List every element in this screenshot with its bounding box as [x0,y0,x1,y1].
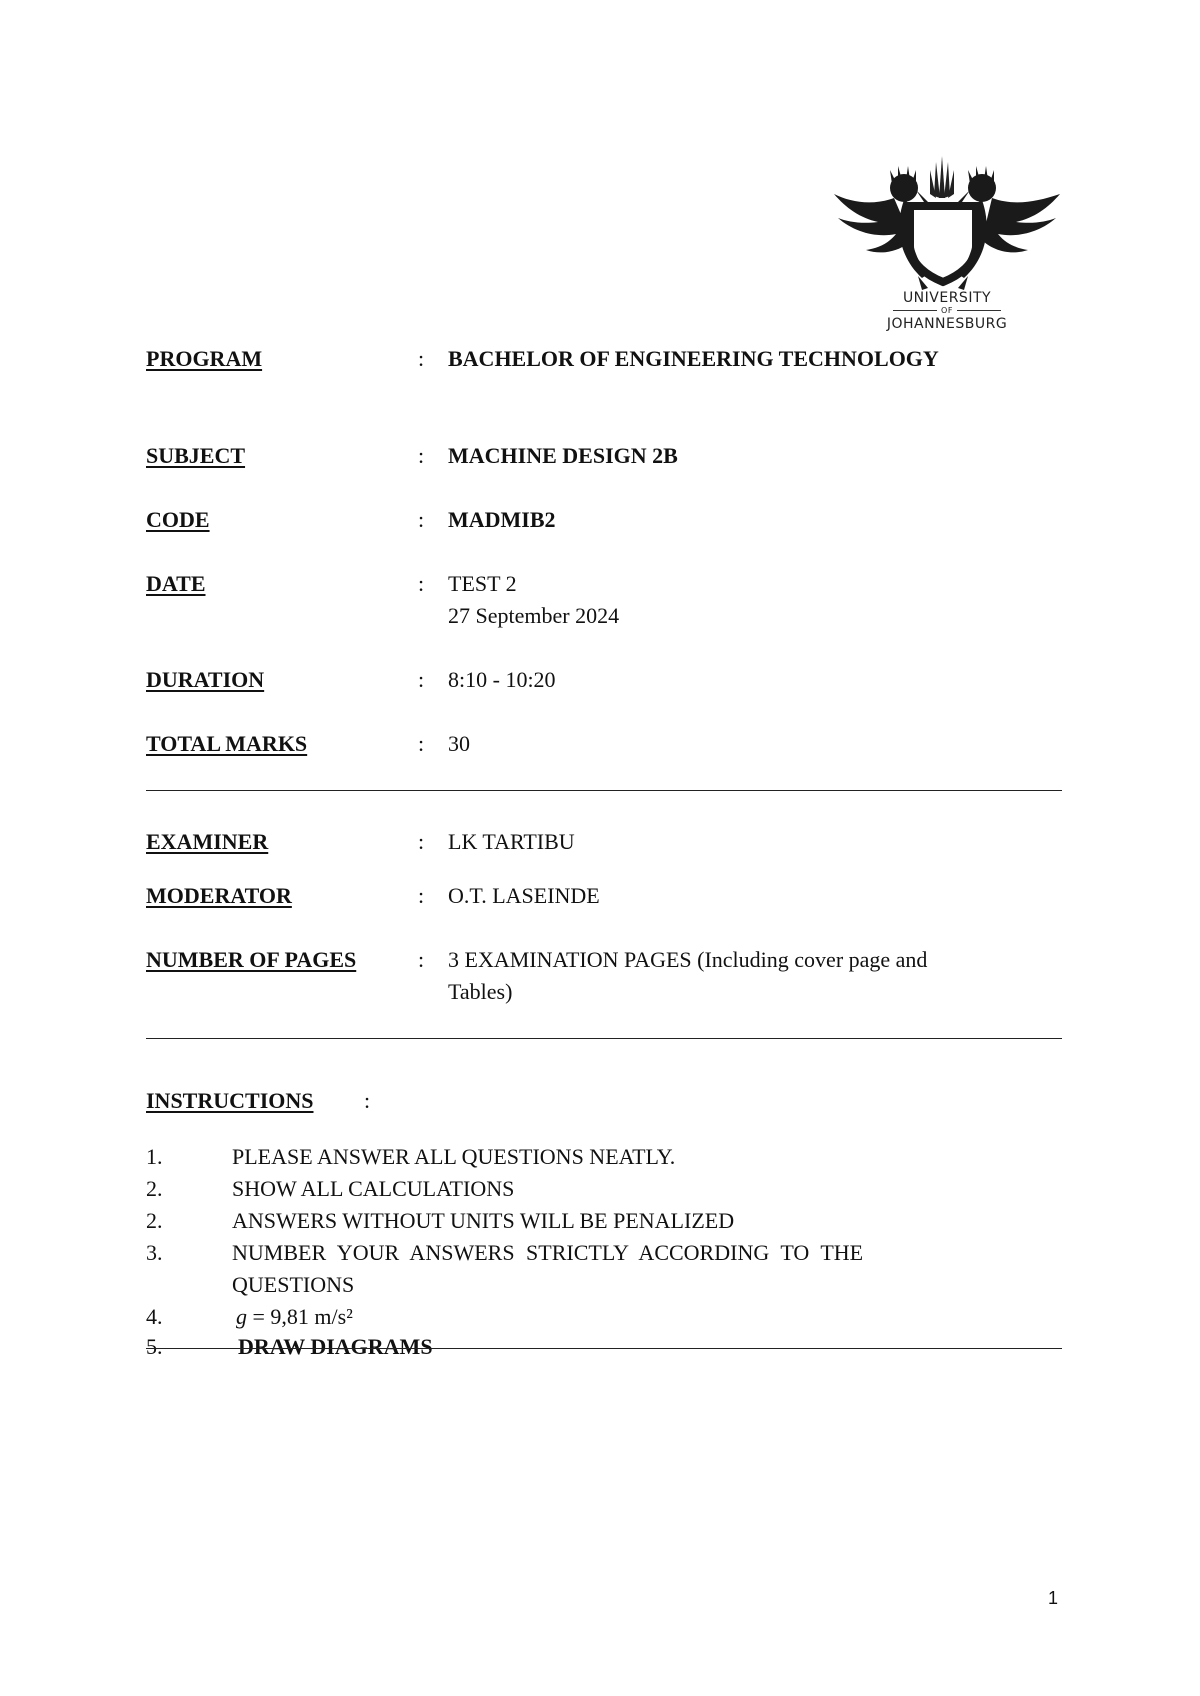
instructions-colon: : [364,1088,371,1113]
logo-text-university: UNIVERSITY [902,290,992,306]
item-text: NUMBER YOUR ANSWERS STRICTLY ACCORDING TO THE [232,1240,864,1265]
divider-line [146,1038,1062,1039]
instructions-list [146,1141,1062,1361]
item-text [236,1301,1062,1333]
list-item [146,1333,1062,1361]
logo-text-of: OF [872,306,1022,315]
code-colon: : [418,507,425,532]
number-of-pages-value: 3 EXAMINATION PAGES (Including cover page and [448,947,928,972]
number-of-pages-colon: : [418,947,425,972]
item-text: SHOW ALL CALCULATIONS [232,1176,515,1201]
page-number: 1 [1048,1588,1059,1608]
examiner-value: LK TARTIBU [448,829,575,854]
logo-text-johannesburg: JOHANNESBURG [886,316,1008,332]
list-item [146,1141,1062,1173]
moderator-label: MODERATOR [146,883,292,908]
total-marks-value: 30 [448,731,470,756]
total-marks-colon: : [418,731,425,756]
gravity-symbol: g [236,1304,247,1329]
code-label: CODE [146,507,210,532]
date-colon: : [418,571,425,596]
item-number: 2. [146,1176,163,1201]
item-number: 5. [146,1334,163,1359]
item-number: 1. [146,1144,163,1169]
list-item [146,1173,1062,1205]
program-value: BACHELOR OF ENGINEERING TECHNOLOGY [448,346,939,371]
subject-value: MACHINE DESIGN 2B [448,443,678,468]
instructions-label: INSTRUCTIONS [146,1088,314,1113]
item-text: DRAW DIAGRAMS [238,1334,433,1359]
total-marks-label: TOTAL MARKS [146,731,308,756]
item-number: 2. [146,1208,163,1233]
date-label: DATE [146,571,206,596]
examiner-label: EXAMINER [146,829,269,854]
subject-label: SUBJECT [146,443,246,468]
examiner-colon: : [418,829,425,854]
date-value: TEST 2 [448,571,517,596]
list-item [146,1301,1062,1333]
duration-value: 8:10 - 10:20 [448,667,556,692]
code-value: MADMIB2 [448,507,556,532]
program-colon: : [418,346,425,371]
instructions-heading [146,1085,371,1117]
number-of-pages-value-line2: Tables) [448,979,513,1004]
divider-line [146,1348,1062,1349]
item-text-line2: QUESTIONS [232,1272,355,1297]
item-number: 3. [146,1240,163,1265]
duration-colon: : [418,667,425,692]
list-item [146,1237,1062,1301]
item-text: ANSWERS WITHOUT UNITS WILL BE PENALIZED [232,1208,735,1233]
moderator-colon: : [418,883,425,908]
list-item [146,1205,1062,1237]
subject-colon: : [418,443,425,468]
item-number: 4. [146,1304,163,1329]
divider-line [146,790,1062,791]
date-value-line2: 27 September 2024 [448,603,620,628]
moderator-value: O.T. LASEINDE [448,883,600,908]
duration-label: DURATION [146,667,265,692]
number-of-pages-label: NUMBER OF PAGES [146,947,357,972]
program-label: PROGRAM [146,346,263,371]
gravity-value: = 9,81 m/s² [247,1304,353,1329]
item-text: PLEASE ANSWER ALL QUESTIONS NEATLY. [232,1144,676,1169]
